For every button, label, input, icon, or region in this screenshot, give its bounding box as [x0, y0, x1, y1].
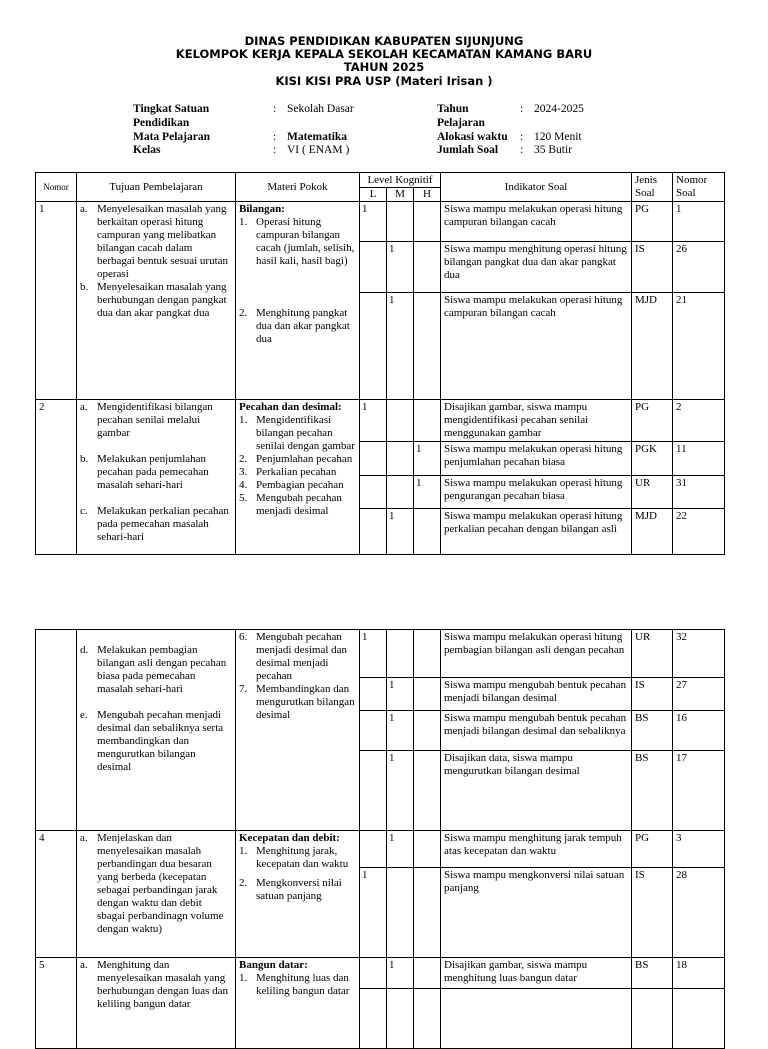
jenis-soal: MJD	[632, 293, 673, 400]
level-m: 1	[387, 242, 414, 293]
level-m: 1	[387, 711, 414, 751]
level-h	[414, 293, 441, 400]
level-m	[387, 400, 414, 442]
indikator: Siswa mampu mengkonversi nilai satuan panjang	[441, 868, 632, 958]
row-number: 4	[36, 831, 77, 958]
level-h	[414, 868, 441, 958]
col-level-h: H	[414, 188, 441, 202]
tujuan-cell: a. Menjelaskan dan menyelesaikan masalah perbandingan dua besaran yang berbeda (kecepatan sebagai perbandingan jarak dengan waktu dan debit sbagai perbandinagn volume dengan waktu)	[77, 831, 236, 958]
level-h	[414, 202, 441, 242]
tujuan-cell: a. Mengidentifikasi bilangan pecahan senilai melalui gambar b. Melakukan penjumlahan pecahan pada pemecahan masalah sehari-hari c. Melakukan perkalian pecahan pada pemecahan masalah sehari-hari	[77, 400, 236, 555]
nomor-soal: 2	[673, 400, 725, 442]
level-m	[387, 868, 414, 958]
table-row	[36, 400, 725, 442]
level-l: 1	[360, 202, 387, 242]
level-l	[360, 442, 387, 476]
level-l	[360, 989, 387, 1049]
level-l	[360, 678, 387, 711]
colon: :	[273, 103, 277, 115]
level-h	[414, 958, 441, 989]
indikator: Siswa mampu melakukan operasi hitung perkalian pecahan dengan bilangan asli	[441, 509, 632, 555]
tujuan-cell: a. Menyelesaikan masalah yang berkaitan operasi hitung campuran yang melibatkan bilangan cacah dalam berbagai bentuk sesuai urutan operasi b. Menyelesaikan masalah yang berhubungan dengan pangkat dua dan akar pangkat dua	[77, 202, 236, 400]
materi-cell: Bangun datar: 1. Menghitung luas dan keliling bangun datar	[236, 958, 360, 1049]
tujuan-cell: a. Menghitung dan menyelesaikan masalah yang berhubungan dengan luas dan keliling bangun datar	[77, 958, 236, 1049]
header-line-1: DINAS PENDIDIKAN KABUPATEN SIJUNJUNG	[244, 34, 524, 48]
satuan-label: Tingkat Satuan	[133, 103, 210, 115]
level-l: 1	[360, 400, 387, 442]
level-h	[414, 751, 441, 831]
level-l	[360, 751, 387, 831]
level-l	[360, 831, 387, 868]
indikator: Disajikan gambar, siswa mampu menghitung luas bangun datar	[441, 958, 632, 989]
header-line-2: KELOMPOK KERJA KEPALA SEKOLAH KECAMATAN KAMANG BARU	[175, 47, 593, 61]
level-m: 1	[387, 831, 414, 868]
nomor-soal	[673, 989, 725, 1049]
kisi-table-page-2	[35, 629, 725, 1049]
satuan-label-2: Pendidikan	[133, 117, 190, 129]
level-h: 1	[414, 442, 441, 476]
materi-cell: 6. Mengubah pecahan menjadi desimal dan desimal menjadi pecahan 7. Membandingkan dan mengurutkan bilangan desimal	[236, 630, 360, 831]
level-m	[387, 442, 414, 476]
alokasi-label: Alokasi waktu	[437, 131, 508, 143]
col-tujuan: Tujuan Pembelajaran	[77, 173, 236, 202]
jenis-soal: IS	[632, 868, 673, 958]
level-h	[414, 831, 441, 868]
jenis-soal: IS	[632, 242, 673, 293]
level-l: 1	[360, 630, 387, 678]
level-l: 1	[360, 868, 387, 958]
level-m: 1	[387, 958, 414, 989]
table-row	[36, 630, 725, 678]
header-line-4: KISI KISI PRA USP (Materi Irisan )	[275, 74, 493, 88]
table-row	[36, 831, 725, 868]
alokasi-value: 120 Menit	[534, 131, 582, 143]
indikator: Siswa mampu melakukan operasi hitung pembagian bilangan asli dengan pecahan	[441, 630, 632, 678]
jenis-soal: IS	[632, 678, 673, 711]
level-h	[414, 678, 441, 711]
col-level-m: M	[387, 188, 414, 202]
jenis-soal: PG	[632, 202, 673, 242]
jenis-soal: UR	[632, 630, 673, 678]
tahun-value: 2024-2025	[534, 103, 584, 115]
jenis-soal: PG	[632, 400, 673, 442]
tahun-label-2: Pelajaran	[437, 117, 485, 129]
level-m	[387, 476, 414, 509]
level-l	[360, 958, 387, 989]
materi-cell: Pecahan dan desimal: 1. Mengidentifikasi bilangan pecahan senilai dengan gambar 2. Penjumlahan pecahan 3. Perkalian pecahan 4. Pembagian pecahan 5. Mengubah pecahan menjadi desimal	[236, 400, 360, 555]
kisi-table-page-1	[35, 172, 725, 555]
level-m: 1	[387, 509, 414, 555]
col-materi: Materi Pokok	[236, 173, 360, 202]
jenis-soal: PGK	[632, 442, 673, 476]
level-l	[360, 509, 387, 555]
level-l	[360, 476, 387, 509]
indikator: Siswa mampu mengubah bentuk pecahan menjadi bilangan desimal	[441, 678, 632, 711]
level-m	[387, 202, 414, 242]
nomor-soal: 21	[673, 293, 725, 400]
table-row	[36, 202, 725, 242]
tujuan-cell: d. Melakukan pembagian bilangan asli dengan pecahan biasa pada pemecahan masalah sehari-hari e. Mengubah pecahan menjadi desimal dan sebaliknya serta membandingkan dan mengurutkan bilangan desimal	[77, 630, 236, 831]
level-h: 1	[414, 476, 441, 509]
col-level-l: L	[360, 188, 387, 202]
jenis-soal	[632, 989, 673, 1049]
row-number: 5	[36, 958, 77, 1049]
level-m: 1	[387, 751, 414, 831]
nomor-soal: 18	[673, 958, 725, 989]
tahun-label: Tahun	[437, 103, 469, 115]
nomor-soal: 32	[673, 630, 725, 678]
indikator	[441, 989, 632, 1049]
colon: :	[273, 144, 277, 156]
level-l	[360, 711, 387, 751]
col-nomor: Nomor	[36, 173, 77, 202]
col-jenis: Jenis Soal	[632, 173, 673, 202]
indikator: Siswa mampu melakukan operasi hitung campuran bilangan cacah	[441, 202, 632, 242]
kelas-label: Kelas	[133, 144, 161, 156]
colon: :	[520, 131, 524, 143]
jenis-soal: BS	[632, 711, 673, 751]
indikator: Siswa mampu melakukan operasi hitung campuran bilangan cacah	[441, 293, 632, 400]
header-line-3: TAHUN 2025	[343, 60, 425, 74]
mapel-label: Mata Pelajaran	[133, 131, 210, 143]
colon: :	[273, 131, 277, 143]
jenis-soal: BS	[632, 751, 673, 831]
nomor-soal: 26	[673, 242, 725, 293]
row-number: 2	[36, 400, 77, 555]
colon: :	[520, 144, 524, 156]
nomor-soal: 11	[673, 442, 725, 476]
jenis-soal: MJD	[632, 509, 673, 555]
table-row	[36, 958, 725, 989]
nomor-soal: 17	[673, 751, 725, 831]
indikator: Siswa mampu melakukan operasi hitung pengurangan pecahan biasa	[441, 476, 632, 509]
level-h	[414, 989, 441, 1049]
indikator: Siswa mampu mengubah bentuk pecahan menjadi bilangan desimal dan sebaliknya	[441, 711, 632, 751]
level-h	[414, 400, 441, 442]
row-number: 1	[36, 202, 77, 400]
col-level: Level Kognitif	[360, 173, 441, 188]
nomor-soal: 1	[673, 202, 725, 242]
level-h	[414, 509, 441, 555]
satuan-value: Sekolah Dasar	[287, 103, 354, 115]
nomor-soal: 3	[673, 831, 725, 868]
nomor-soal: 22	[673, 509, 725, 555]
level-m: 1	[387, 678, 414, 711]
nomor-soal: 16	[673, 711, 725, 751]
row-number	[36, 630, 77, 831]
materi-cell: Bilangan: 1. Operasi hitung campuran bilangan cacah (jumlah, selisih, hasil kali, hasil bagi) 2. Menghitung pangkat dua dan akar pangkat dua	[236, 202, 360, 400]
nomor-soal: 31	[673, 476, 725, 509]
level-m: 1	[387, 293, 414, 400]
col-nomor-soal: Nomor Soal	[673, 173, 725, 202]
table-header-row	[36, 173, 725, 188]
indikator: Siswa mampu menghitung jarak tempuh atas kecepatan dan waktu	[441, 831, 632, 868]
jenis-soal: PG	[632, 831, 673, 868]
kelas-value: VI ( ENAM )	[287, 144, 350, 156]
materi-cell: Kecepatan dan debit: 1. Menghitung jarak, kecepatan dan waktu 2. Mengkonversi nilai satuan panjang	[236, 831, 360, 958]
level-h	[414, 630, 441, 678]
colon: :	[520, 103, 524, 115]
jenis-soal: UR	[632, 476, 673, 509]
level-h	[414, 711, 441, 751]
indikator: Disajikan data, siswa mampu mengurutkan bilangan desimal	[441, 751, 632, 831]
level-l	[360, 293, 387, 400]
mapel-value: Matematika	[287, 131, 348, 143]
nomor-soal: 28	[673, 868, 725, 958]
jenis-soal: BS	[632, 958, 673, 989]
jumlah-value: 35 Butir	[534, 144, 573, 156]
level-m	[387, 989, 414, 1049]
indikator: Disajikan gambar, siswa mampu mengidentifikasi pecahan senilai menggunakan gambar	[441, 400, 632, 442]
col-indikator: Indikator Soal	[441, 173, 632, 202]
indikator: Siswa mampu menghitung operasi hitung bilangan pangkat dua dan akar pangkat dua	[441, 242, 632, 293]
indikator: Siswa mampu melakukan operasi hitung penjumlahan pecahan biasa	[441, 442, 632, 476]
nomor-soal: 27	[673, 678, 725, 711]
jumlah-label: Jumlah Soal	[437, 144, 499, 156]
level-m	[387, 630, 414, 678]
level-l	[360, 242, 387, 293]
level-h	[414, 242, 441, 293]
